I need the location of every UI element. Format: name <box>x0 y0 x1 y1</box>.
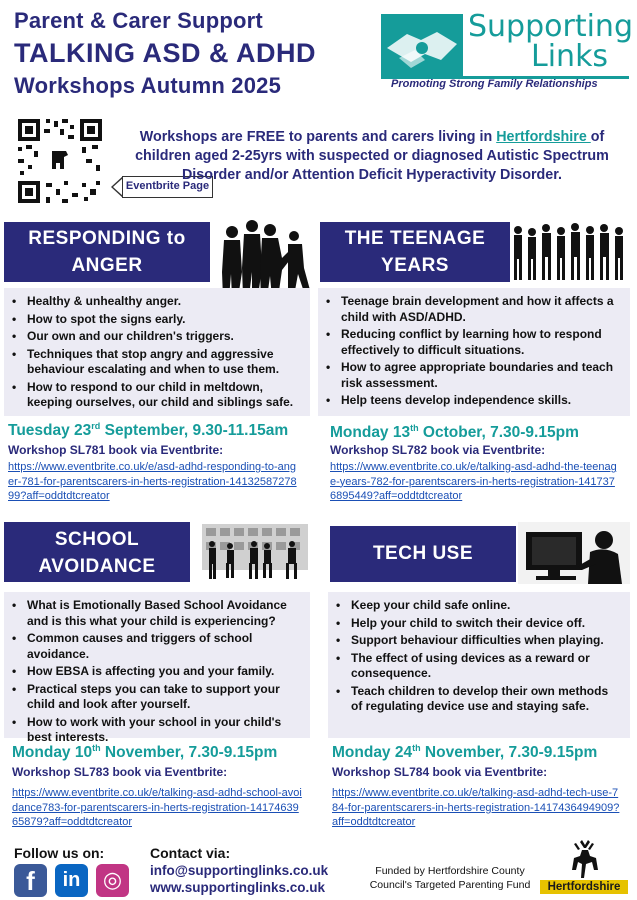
header-line-1: Parent & Carer Support <box>14 8 263 33</box>
workshop-bullets-school <box>4 592 310 744</box>
list-item: • How to spot the signs early. <box>12 312 300 328</box>
funding-note: Funded by Hertfordshire County Council's Targeted Parenting Fund <box>369 865 531 891</box>
header-title: TALKING ASD & ADHD <box>14 38 316 68</box>
workshop-code-school: Workshop SL783 book via Eventbrite: <box>12 765 228 779</box>
workshop-code-teenage: Workshop SL782 book via Eventbrite: <box>330 443 546 457</box>
list-item: • Reducing conflict by learning how to respond effectively to difficult situations. <box>326 327 620 358</box>
workshop-bullets-anger <box>4 288 310 416</box>
logo-name-supporting: Supporting <box>468 9 633 44</box>
header-line-3: Workshops Autumn 2025 <box>14 73 282 98</box>
hertfordshire-logo <box>540 840 628 895</box>
instagram-icon[interactable]: ◎ <box>96 864 129 897</box>
handshake-icon <box>381 14 463 76</box>
supporting-links-logo <box>381 9 633 94</box>
eventbrite-link-tech[interactable]: https://www.eventbrite.co.uk/e/talking-asd-adhd-tech-use-784-for-parentscarers-in-herts-registration-1417436494909?aff=oddtdtcreator <box>332 787 620 828</box>
list-item: • Keep your child safe online. <box>336 598 620 614</box>
school-building-icon <box>192 514 310 584</box>
teenagers-group-icon <box>510 222 628 282</box>
intro-text: Workshops are FREE to parents and carers living in Hertfordshire of children aged 2-25yrs with suspected or diagnosed Autistic Spectrum Disorder and/or Attention Deficit Hyperactivity Disorder. <box>135 129 609 183</box>
workshop-title-school: SCHOOL AVOIDANCE <box>4 522 190 582</box>
list-item: • How to respond to our child in meltdown, keeping ourselves, our child and siblings safe. <box>12 380 300 411</box>
list-item: • Our own and our children's triggers. <box>12 329 300 345</box>
contact-label: Contact via: <box>150 845 231 861</box>
list-item: • Techniques that stop angry and aggressive behaviour escalating and when to use them. <box>12 347 300 378</box>
workshop-code-anger: Workshop SL781 book via Eventbrite: <box>8 443 224 457</box>
list-item: • What is Emotionally Based School Avoidance and is this what your child is experiencing? <box>12 598 300 629</box>
workshop-date-school: Monday 10th November, 7.30-9.15pm <box>12 743 278 762</box>
workshop-date-teenage: Monday 13th October, 7.30-9.15pm <box>330 423 579 442</box>
workshop-date-anger: Tuesday 23rd September, 9.30-11.15am <box>8 421 289 440</box>
eventbrite-link-anger[interactable]: https://www.eventbrite.co.uk/e/asd-adhd-responding-to-anger-781-for-parentscarers-in-herts-registration-1413258727899?aff=oddtdtcreator <box>8 461 297 502</box>
workshop-title-teenage: THE TEENAGE YEARS <box>320 222 510 282</box>
hertfordshire-link[interactable]: Hertfordshire <box>496 129 591 145</box>
workshop-bullets-tech <box>328 592 630 738</box>
workshop-date-tech: Monday 24th November, 7.30-9.15pm <box>332 743 598 762</box>
list-item: • The effect of using devices as a reward or consequence. <box>336 651 620 682</box>
list-item: • Help your child to switch their device off. <box>336 616 620 632</box>
hertfordshire-wordmark: Hertfordshire <box>540 880 628 894</box>
workshop-code-tech: Workshop SL784 book via Eventbrite: <box>332 765 548 779</box>
follow-us-label: Follow us on: <box>14 845 105 861</box>
list-item: • How to work with your school in your child's best interests. <box>12 715 300 746</box>
eventbrite-link-school[interactable]: https://www.eventbrite.co.uk/e/talking-asd-adhd-school-avoidance783-for-parentscarers-in-herts-registration-1417463965879?aff=oddtdtcreator <box>12 787 302 828</box>
list-item: • Common causes and triggers of school avoidance. <box>12 631 300 662</box>
workshop-title-tech: TECH USE <box>330 526 516 582</box>
list-item: • Teenage brain development and how it affects a child with ASD/ADHD. <box>326 294 620 325</box>
list-item: • How to agree appropriate boundaries and teach risk assessment. <box>326 360 620 391</box>
list-item: • Practical steps you can take to support your child and look after yourself. <box>12 682 300 713</box>
workshop-bullets-teenage <box>318 288 630 416</box>
eventbrite-page-label: Eventbrite Page <box>111 176 213 198</box>
eventbrite-link-teenage[interactable]: https://www.eventbrite.co.uk/e/talking-asd-adhd-the-teenage-years-782-for-parentscarers-in-herts-registration-1417376895449?aff=oddtdtcreator <box>330 461 617 502</box>
workshop-title-anger: RESPONDING to ANGER <box>4 222 210 282</box>
linkedin-icon[interactable]: in <box>55 864 88 897</box>
computer-user-icon <box>518 522 630 584</box>
list-item: • Healthy & unhealthy anger. <box>12 294 300 310</box>
list-item: • Support behaviour difficulties when playing. <box>336 633 620 649</box>
logo-name-links: Links <box>531 39 609 74</box>
stag-icon <box>540 840 628 880</box>
list-item: • Help teens develop independence skills. <box>326 393 620 409</box>
list-item: • Teach children to develop their own methods of regulating device use and staying safe. <box>336 684 620 715</box>
logo-tagline: Promoting Strong Family Relationships <box>391 78 598 90</box>
facebook-icon[interactable]: f <box>14 864 47 897</box>
qr-code-icon[interactable] <box>16 117 104 205</box>
website-link[interactable]: www.supportinglinks.co.uk <box>150 880 326 895</box>
email-link[interactable]: info@supportinglinks.co.uk <box>150 863 329 878</box>
list-item: • How EBSA is affecting you and your family. <box>12 664 300 680</box>
